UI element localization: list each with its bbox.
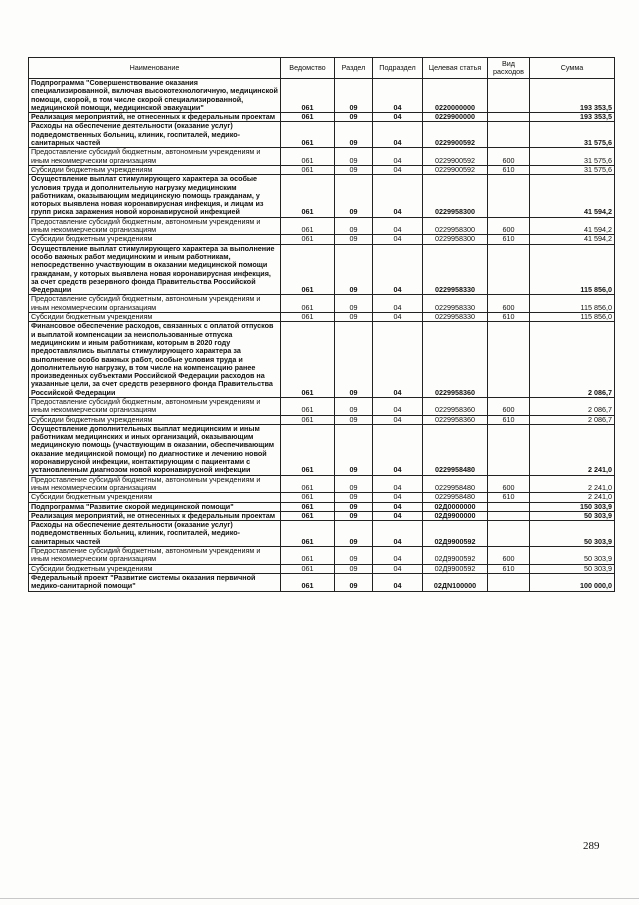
cell-section: 09: [335, 521, 373, 547]
cell-sum: 100 000,0: [530, 573, 615, 591]
cell-target: 0229900592: [423, 148, 488, 166]
cell-target: 0229958330: [423, 313, 488, 322]
cell-sum: 41 594,2: [530, 217, 615, 235]
cell-section: 09: [335, 244, 373, 295]
cell-subsection: 04: [373, 295, 423, 313]
cell-target: 02ДN100000: [423, 573, 488, 591]
cell-section: 09: [335, 502, 373, 511]
cell-expense: [488, 113, 530, 122]
cell-section: 09: [335, 547, 373, 565]
cell-ministry: 061: [281, 493, 335, 502]
cell-subsection: 04: [373, 165, 423, 174]
cell-target: 02Д9900592: [423, 521, 488, 547]
cell-target: 02Д9900592: [423, 564, 488, 573]
table-row: [29, 493, 615, 502]
cell-ministry: 061: [281, 313, 335, 322]
cell-target: 0229958330: [423, 244, 488, 295]
table-row: [29, 547, 615, 565]
cell-section: 09: [335, 313, 373, 322]
table-row: [29, 175, 615, 217]
cell-target: 02Д0000000: [423, 502, 488, 511]
cell-sum: 50 303,9: [530, 511, 615, 520]
cell-expense: 610: [488, 313, 530, 322]
cell-sum: 2 086,7: [530, 322, 615, 398]
cell-name: Федеральный проект "Развитие системы оказания первичной медико-санитарной помощи": [29, 573, 281, 591]
table-header-row: [29, 58, 615, 79]
cell-section: 09: [335, 475, 373, 493]
cell-name: Предоставление субсидий бюджетным, автономным учреждениям и иным некоммерческим организациям: [29, 475, 281, 493]
cell-ministry: 061: [281, 397, 335, 415]
cell-subsection: 04: [373, 217, 423, 235]
cell-sum: 31 575,6: [530, 122, 615, 148]
cell-sum: 50 303,9: [530, 564, 615, 573]
cell-ministry: 061: [281, 322, 335, 398]
cell-subsection: 04: [373, 79, 423, 113]
table-row: [29, 165, 615, 174]
cell-target: 0229958360: [423, 322, 488, 398]
cell-sum: 193 353,5: [530, 113, 615, 122]
cell-name: Финансовое обеспечение расходов, связанных с оплатой отпусков и выплатой компенсации за неиспользованные отпуска медицинским и иным работникам, которым в 2020 году предоставлялись выплаты стимулирующего характера за выполнение особо важных работ, особые условия труда и дополнительную нагрузку, в том числе на компенсацию ранее произведенных субъектами Российской Федерации расходов на указанные цели, за счет средств резервного фонда Правительства Российской Федерации: [29, 322, 281, 398]
cell-ministry: 061: [281, 244, 335, 295]
cell-expense: 600: [488, 397, 530, 415]
cell-section: 09: [335, 493, 373, 502]
cell-subsection: 04: [373, 475, 423, 493]
cell-section: 09: [335, 564, 373, 573]
cell-section: 09: [335, 113, 373, 122]
cell-subsection: 04: [373, 511, 423, 520]
table-row: [29, 511, 615, 520]
cell-subsection: 04: [373, 235, 423, 244]
cell-ministry: 061: [281, 415, 335, 424]
table-row: [29, 424, 615, 475]
budget-table: [28, 57, 615, 592]
cell-sum: 115 856,0: [530, 244, 615, 295]
cell-ministry: 061: [281, 547, 335, 565]
scan-edge-line: [0, 898, 639, 899]
cell-ministry: 061: [281, 148, 335, 166]
cell-expense: [488, 122, 530, 148]
cell-target: 0229958480: [423, 424, 488, 475]
cell-subsection: 04: [373, 573, 423, 591]
cell-name: Осуществление выплат стимулирующего характера за особые условия труда и дополнительную нагрузку медицинским работникам, оказывающим медицинскую помощь гражданам, у которых выявлена новая коронавирусная инфекция, и лицам из групп риска заражения новой коронавирусной инфекцией: [29, 175, 281, 217]
table-row: [29, 502, 615, 511]
cell-section: 09: [335, 415, 373, 424]
cell-sum: 2 241,0: [530, 475, 615, 493]
cell-sum: 41 594,2: [530, 175, 615, 217]
cell-name: Подпрограмма "Совершенствование оказания специализированной, включая высокотехнологичную, медицинской помощи, скорой, в том числе скорой специализированной, медицинской помощи, медицинской эвакуации": [29, 79, 281, 113]
table-row: [29, 148, 615, 166]
cell-expense: 610: [488, 165, 530, 174]
cell-subsection: 04: [373, 521, 423, 547]
cell-subsection: 04: [373, 502, 423, 511]
cell-subsection: 04: [373, 244, 423, 295]
cell-ministry: 061: [281, 521, 335, 547]
cell-name: Предоставление субсидий бюджетным, автономным учреждениям и иным некоммерческим организациям: [29, 397, 281, 415]
table-row: [29, 295, 615, 313]
cell-subsection: 04: [373, 313, 423, 322]
cell-sum: 41 594,2: [530, 235, 615, 244]
cell-name: Подпрограмма "Развитие скорой медицинской помощи": [29, 502, 281, 511]
cell-section: 09: [335, 424, 373, 475]
table-row: [29, 521, 615, 547]
cell-subsection: 04: [373, 415, 423, 424]
cell-ministry: 061: [281, 424, 335, 475]
cell-sum: 50 303,9: [530, 521, 615, 547]
cell-sum: 2 086,7: [530, 415, 615, 424]
cell-sum: 2 086,7: [530, 397, 615, 415]
cell-ministry: 061: [281, 217, 335, 235]
cell-section: 09: [335, 79, 373, 113]
cell-section: 09: [335, 235, 373, 244]
table-row: [29, 573, 615, 591]
table-row: [29, 415, 615, 424]
cell-name: Субсидии бюджетным учреждениям: [29, 313, 281, 322]
cell-subsection: 04: [373, 122, 423, 148]
cell-ministry: 061: [281, 235, 335, 244]
cell-expense: [488, 175, 530, 217]
cell-subsection: 04: [373, 113, 423, 122]
cell-ministry: 061: [281, 165, 335, 174]
cell-sum: 31 575,6: [530, 148, 615, 166]
cell-target: 0229958360: [423, 397, 488, 415]
cell-ministry: 061: [281, 475, 335, 493]
header-target: Целевая статья: [423, 58, 488, 79]
header-sum: Сумма: [530, 58, 615, 79]
cell-expense: 610: [488, 235, 530, 244]
header-ministry: Ведомство: [281, 58, 335, 79]
table-row: [29, 397, 615, 415]
cell-sum: 115 856,0: [530, 295, 615, 313]
cell-ministry: 061: [281, 122, 335, 148]
cell-expense: [488, 322, 530, 398]
cell-section: 09: [335, 511, 373, 520]
cell-section: 09: [335, 148, 373, 166]
cell-expense: 610: [488, 564, 530, 573]
cell-target: 0229900000: [423, 113, 488, 122]
cell-name: Субсидии бюджетным учреждениям: [29, 415, 281, 424]
cell-name: Предоставление субсидий бюджетным, автономным учреждениям и иным некоммерческим организациям: [29, 217, 281, 235]
cell-section: 09: [335, 165, 373, 174]
cell-target: 02Д9900000: [423, 511, 488, 520]
cell-expense: [488, 244, 530, 295]
cell-ministry: 061: [281, 502, 335, 511]
cell-name: Субсидии бюджетным учреждениям: [29, 165, 281, 174]
cell-name: Предоставление субсидий бюджетным, автономным учреждениям и иным некоммерческим организациям: [29, 148, 281, 166]
cell-ministry: 061: [281, 295, 335, 313]
table-row: [29, 217, 615, 235]
table-row: [29, 322, 615, 398]
cell-subsection: 04: [373, 397, 423, 415]
cell-expense: [488, 511, 530, 520]
cell-name: Предоставление субсидий бюджетным, автономным учреждениям и иным некоммерческим организациям: [29, 295, 281, 313]
cell-subsection: 04: [373, 547, 423, 565]
cell-expense: [488, 424, 530, 475]
cell-sum: 2 241,0: [530, 424, 615, 475]
table-row: [29, 244, 615, 295]
cell-target: 0229958480: [423, 475, 488, 493]
cell-expense: 600: [488, 475, 530, 493]
cell-section: 09: [335, 122, 373, 148]
cell-sum: 150 303,9: [530, 502, 615, 511]
cell-name: Расходы на обеспечение деятельности (оказание услуг) подведомственных больниц, клиник, госпиталей, медико-санитарных частей: [29, 521, 281, 547]
cell-name: Расходы на обеспечение деятельности (оказание услуг) подведомственных больниц, клиник, госпиталей, медико-санитарных частей: [29, 122, 281, 148]
cell-expense: 610: [488, 493, 530, 502]
table-row: [29, 475, 615, 493]
cell-name: Субсидии бюджетным учреждениям: [29, 493, 281, 502]
cell-sum: 50 303,9: [530, 547, 615, 565]
cell-target: 0229958300: [423, 175, 488, 217]
cell-section: 09: [335, 322, 373, 398]
cell-name: Предоставление субсидий бюджетным, автономным учреждениям и иным некоммерческим организациям: [29, 547, 281, 565]
header-expense: Вид расходов: [488, 58, 530, 79]
cell-expense: 600: [488, 148, 530, 166]
cell-name: Осуществление дополнительных выплат медицинским и иным работникам медицинских и иных организаций, оказывающим медицинскую помощь (участвующим в оказании, обеспечивающим оказание медицинской помощи) по диагностике и лечению новой коронавирусной инфекции, контактирующим с пациентами с установленным диагнозом новой коронавирусной инфекции: [29, 424, 281, 475]
cell-ministry: 061: [281, 175, 335, 217]
header-name: Наименование: [29, 58, 281, 79]
cell-ministry: 061: [281, 113, 335, 122]
cell-sum: 2 241,0: [530, 493, 615, 502]
cell-subsection: 04: [373, 175, 423, 217]
cell-sum: 31 575,6: [530, 165, 615, 174]
cell-target: 0220000000: [423, 79, 488, 113]
table-row: [29, 122, 615, 148]
cell-subsection: 04: [373, 424, 423, 475]
header-subsection: Подраздел: [373, 58, 423, 79]
cell-target: 0229958480: [423, 493, 488, 502]
cell-section: 09: [335, 397, 373, 415]
cell-expense: [488, 502, 530, 511]
cell-target: 0229958330: [423, 295, 488, 313]
cell-sum: 193 353,5: [530, 79, 615, 113]
cell-section: 09: [335, 175, 373, 217]
cell-subsection: 04: [373, 564, 423, 573]
cell-ministry: 061: [281, 564, 335, 573]
cell-target: 0229958300: [423, 217, 488, 235]
cell-target: 0229958360: [423, 415, 488, 424]
cell-expense: [488, 573, 530, 591]
table-row: [29, 79, 615, 113]
cell-name: Субсидии бюджетным учреждениям: [29, 564, 281, 573]
cell-target: 0229958300: [423, 235, 488, 244]
cell-subsection: 04: [373, 493, 423, 502]
cell-ministry: 061: [281, 573, 335, 591]
cell-ministry: 061: [281, 511, 335, 520]
cell-expense: [488, 79, 530, 113]
table-row: [29, 313, 615, 322]
cell-section: 09: [335, 217, 373, 235]
cell-name: Осуществление выплат стимулирующего характера за выполнение особо важных работ медицинским и иным работникам, непосредственно участвующим в оказании медицинской помощи гражданам, у которых выявлена новая коронавирусная инфекция, за счет средств резервного фонда Правительства Российской Федерации: [29, 244, 281, 295]
cell-expense: 600: [488, 547, 530, 565]
cell-target: 0229900592: [423, 122, 488, 148]
cell-expense: 600: [488, 295, 530, 313]
cell-target: 0229900592: [423, 165, 488, 174]
cell-sum: 115 856,0: [530, 313, 615, 322]
cell-target: 02Д9900592: [423, 547, 488, 565]
cell-subsection: 04: [373, 148, 423, 166]
cell-name: Субсидии бюджетным учреждениям: [29, 235, 281, 244]
cell-name: Реализация мероприятий, не отнесенных к федеральным проектам: [29, 511, 281, 520]
header-section: Раздел: [335, 58, 373, 79]
cell-expense: [488, 521, 530, 547]
cell-section: 09: [335, 573, 373, 591]
cell-ministry: 061: [281, 79, 335, 113]
table-row: [29, 564, 615, 573]
cell-expense: 600: [488, 217, 530, 235]
table-row: [29, 235, 615, 244]
page-number: 289: [583, 840, 600, 852]
table-row: [29, 113, 615, 122]
cell-subsection: 04: [373, 322, 423, 398]
cell-name: Реализация мероприятий, не отнесенных к федеральным проектам: [29, 113, 281, 122]
cell-expense: 610: [488, 415, 530, 424]
cell-section: 09: [335, 295, 373, 313]
